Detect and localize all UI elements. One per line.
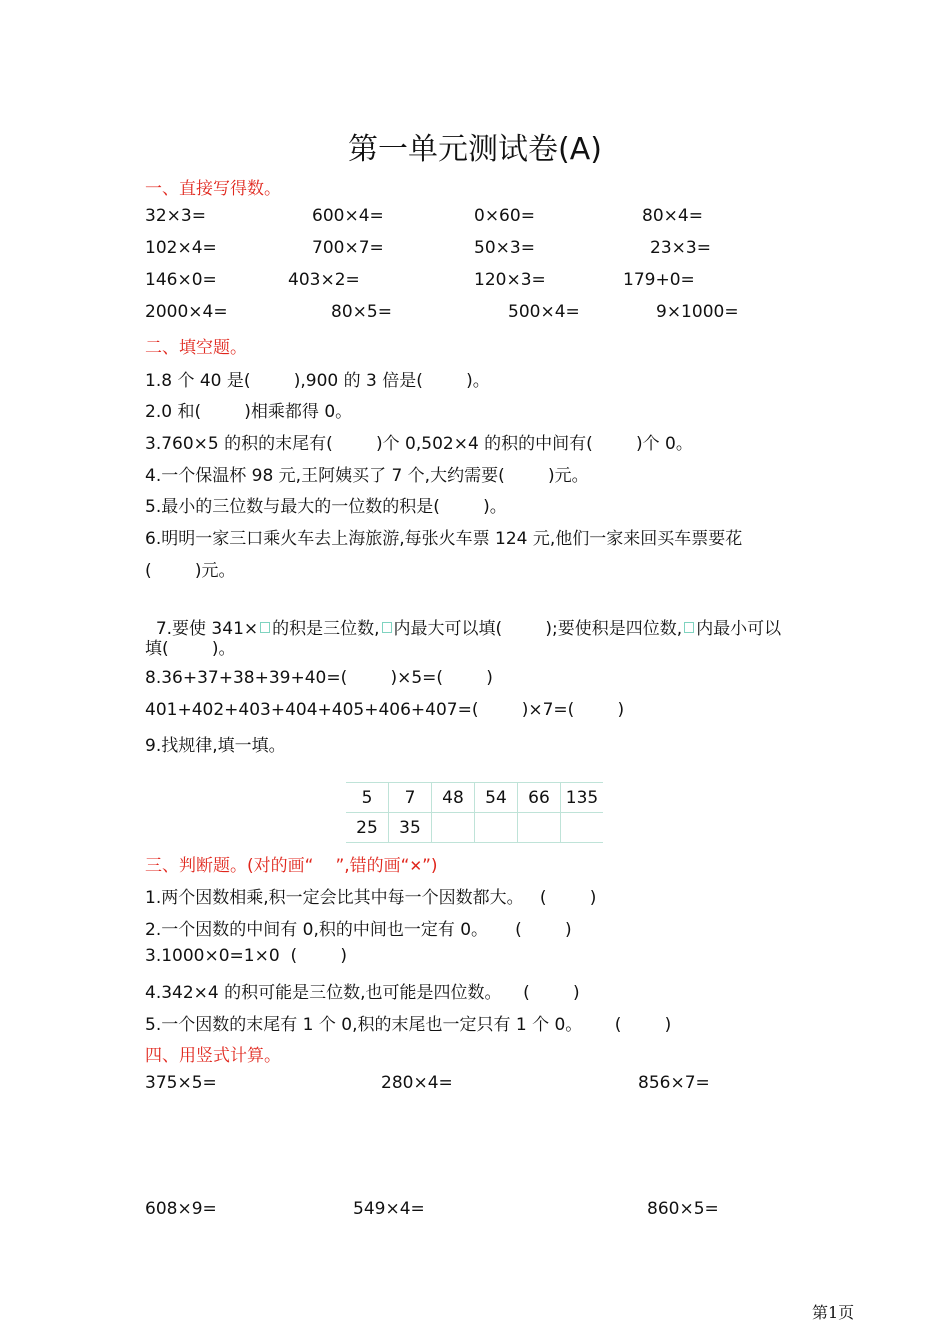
calc-item: 146×0= bbox=[145, 270, 217, 290]
table-cell: 25 bbox=[346, 813, 389, 843]
question-6-line-2: ( )元。 bbox=[145, 561, 236, 581]
judge-question-2: 2.一个因数的中间有 0,积的中间也一定有 0。 ( ) bbox=[145, 920, 572, 940]
vertical-calc-item: 860×5= bbox=[647, 1199, 719, 1219]
blank-box-icon bbox=[684, 622, 694, 633]
section-3-heading bbox=[145, 851, 438, 876]
calc-item: 179+0= bbox=[623, 270, 695, 290]
question-2: 2.0 和( )相乘都得 0。 bbox=[145, 402, 353, 422]
heading-part: ”) bbox=[422, 856, 438, 876]
page-title: 第一单元测试卷(A) bbox=[348, 132, 602, 167]
blank-box-icon bbox=[260, 622, 270, 633]
heading-part: ”,错的画“ bbox=[335, 856, 410, 876]
vertical-calc-item: 549×4= bbox=[353, 1199, 425, 1219]
section-2-heading: 二、填空题。 bbox=[145, 338, 247, 358]
q7-text-c: 内最大可以填( );要使积是四位数, bbox=[393, 619, 683, 639]
q7-text-d: 内最小可以 bbox=[696, 619, 782, 639]
question-1: 1.8 个 40 是( ),900 的 3 倍是( )。 bbox=[145, 371, 490, 391]
calc-item: 32×3= bbox=[145, 206, 206, 226]
question-4: 4.一个保温杯 98 元,王阿姨买了 7 个,大约需要( )元。 bbox=[145, 466, 589, 486]
table-cell[interactable] bbox=[561, 813, 604, 843]
calc-item: 0×60= bbox=[474, 206, 535, 226]
calc-item: 9×1000= bbox=[656, 302, 739, 322]
table-cell[interactable] bbox=[432, 813, 475, 843]
question-7-line-2: 填( )。 bbox=[145, 639, 236, 659]
table-cell: 54 bbox=[475, 783, 518, 813]
judge-question-5: 5.一个因数的末尾有 1 个 0,积的末尾也一定只有 1 个 0。 ( ) bbox=[145, 1015, 672, 1035]
q7-text-a: 7.要使 341× bbox=[155, 619, 259, 639]
calc-item: 50×3= bbox=[474, 238, 535, 258]
calc-item: 102×4= bbox=[145, 238, 217, 258]
question-7-line-1 bbox=[145, 594, 781, 639]
calc-item: 80×4= bbox=[642, 206, 703, 226]
table-cell: 7 bbox=[389, 783, 432, 813]
question-8-line-1: 8.36+37+38+39+40=( )×5=( ) bbox=[145, 668, 493, 688]
table-row bbox=[346, 783, 603, 813]
judge-question-3: 3.1000×0=1×0 ( ) bbox=[145, 946, 347, 966]
calc-item: 600×4= bbox=[312, 206, 384, 226]
judge-question-1: 1.两个因数相乘,积一定会比其中每一个因数都大。 ( ) bbox=[145, 888, 597, 908]
page-number: 第1页 bbox=[812, 1303, 855, 1322]
judge-question-4: 4.342×4 的积可能是三位数,也可能是四位数。 ( ) bbox=[145, 983, 580, 1003]
section-4-heading: 四、用竖式计算。 bbox=[145, 1046, 281, 1066]
table-cell: 5 bbox=[346, 783, 389, 813]
calc-item: 500×4= bbox=[508, 302, 580, 322]
blank-box-icon bbox=[382, 622, 392, 633]
pattern-table bbox=[346, 782, 603, 843]
q7-text-b: 的积是三位数, bbox=[272, 619, 380, 639]
table-row bbox=[346, 813, 603, 843]
section-1-heading: 一、直接写得数。 bbox=[145, 179, 281, 199]
vertical-calc-item: 280×4= bbox=[381, 1073, 453, 1093]
calc-item: 2000×4= bbox=[145, 302, 228, 322]
vertical-calc-item: 608×9= bbox=[145, 1199, 217, 1219]
vertical-calc-item: 375×5= bbox=[145, 1073, 217, 1093]
question-8-line-2: 401+402+403+404+405+406+407=( )×7=( ) bbox=[145, 700, 625, 720]
calc-item: 23×3= bbox=[650, 238, 711, 258]
cross-mark-icon: ✕ bbox=[409, 857, 423, 875]
heading-part: 三、判断题。(对的画“ bbox=[145, 856, 314, 876]
question-3: 3.760×5 的积的末尾有( )个 0,502×4 的积的中间有( )个 0。 bbox=[145, 434, 693, 454]
question-6-line-1: 6.明明一家三口乘火车去上海旅游,每张火车票 124 元,他们一家来回买车票要花 bbox=[145, 529, 743, 549]
question-5: 5.最小的三位数与最大的一位数的积是( )。 bbox=[145, 497, 507, 517]
table-cell: 35 bbox=[389, 813, 432, 843]
table-cell: 48 bbox=[432, 783, 475, 813]
table-cell: 135 bbox=[561, 783, 604, 813]
table-cell[interactable] bbox=[475, 813, 518, 843]
calc-item: 700×7= bbox=[312, 238, 384, 258]
table-cell: 66 bbox=[518, 783, 561, 813]
calc-item: 120×3= bbox=[474, 270, 546, 290]
table-cell[interactable] bbox=[518, 813, 561, 843]
calc-item: 80×5= bbox=[331, 302, 392, 322]
vertical-calc-item: 856×7= bbox=[638, 1073, 710, 1093]
calc-item: 403×2= bbox=[288, 270, 360, 290]
question-9: 9.找规律,填一填。 bbox=[145, 736, 286, 756]
